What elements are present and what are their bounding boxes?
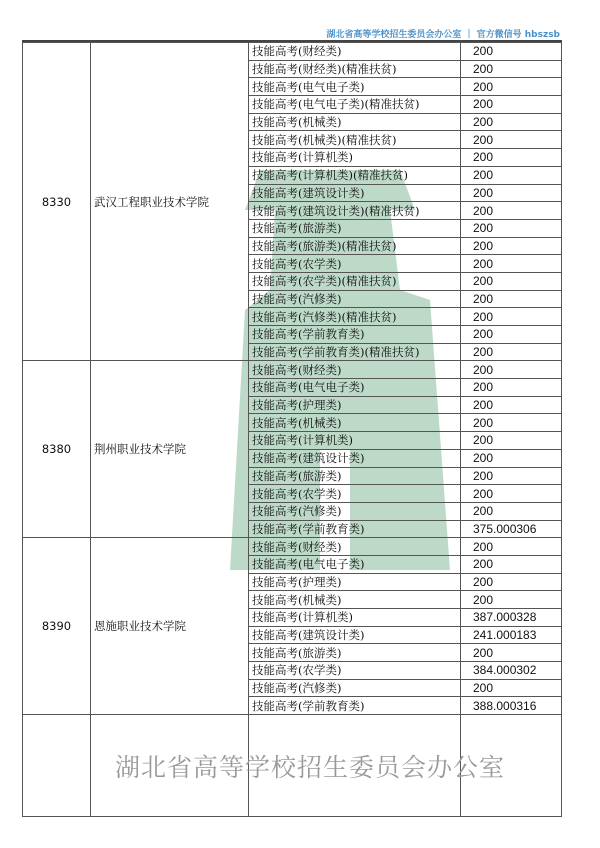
- watermark-text: 湖北省高等学校招生委员会办公室: [114, 753, 505, 782]
- score-cell: 241.000183: [461, 626, 562, 644]
- major-cell: 技能高考(财经类)(精准扶贫): [249, 60, 461, 78]
- score-cell: 200: [461, 361, 562, 379]
- major-cell: 技能高考(学前教育类): [249, 697, 461, 715]
- score-cell: 388.000316: [461, 697, 562, 715]
- major-cell: 技能高考(建筑设计类): [249, 449, 461, 467]
- major-cell: 技能高考(农学类): [249, 662, 461, 680]
- score-cell: 200: [461, 255, 562, 273]
- score-cell: 200: [461, 184, 562, 202]
- score-cell: 200: [461, 60, 562, 78]
- score-cell: 200: [461, 591, 562, 609]
- school-name: 恩施职业技术学院: [91, 538, 249, 715]
- score-cell: 200: [461, 96, 562, 114]
- score-cell: 384.000302: [461, 662, 562, 680]
- school-name: 荆州职业技术学院: [91, 361, 249, 538]
- major-cell: 技能高考(护理类): [249, 396, 461, 414]
- major-cell: 技能高考(电气电子类)(精准扶贫): [249, 96, 461, 114]
- score-cell: 200: [461, 449, 562, 467]
- score-cell: 200: [461, 679, 562, 697]
- score-cell: 200: [461, 555, 562, 573]
- major-cell: 技能高考(财经类): [249, 538, 461, 556]
- major-cell: 技能高考(旅游类): [249, 467, 461, 485]
- score-cell: 200: [461, 43, 562, 61]
- major-cell: 技能高考(汽修类): [249, 502, 461, 520]
- score-cell: 200: [461, 149, 562, 167]
- score-cell: 200: [461, 379, 562, 397]
- score-cell: 200: [461, 432, 562, 450]
- table-row: [23, 361, 562, 379]
- major-cell: 技能高考(机械类): [249, 591, 461, 609]
- major-cell: 技能高考(学前教育类)(精准扶贫): [249, 343, 461, 361]
- major-cell: 技能高考(旅游类): [249, 219, 461, 237]
- major-cell: 技能高考(财经类): [249, 361, 461, 379]
- major-cell: 技能高考(电气电子类): [249, 78, 461, 96]
- page-header: 湖北省高等学校招生委员会办公室 ｜ 官方微信号 hbszsb: [326, 30, 560, 40]
- major-cell: 技能高考(汽修类): [249, 290, 461, 308]
- table-row: [23, 43, 562, 61]
- major-cell: 技能高考(护理类): [249, 573, 461, 591]
- major-cell: 技能高考(建筑设计类)(精准扶贫): [249, 202, 461, 220]
- school-code: 8380: [23, 361, 91, 538]
- score-cell: 200: [461, 202, 562, 220]
- major-cell: 技能高考(电气电子类): [249, 379, 461, 397]
- major-cell: 技能高考(机械类)(精准扶贫): [249, 131, 461, 149]
- major-cell: 技能高考(学前教育类): [249, 520, 461, 538]
- major-cell: 技能高考(建筑设计类): [249, 184, 461, 202]
- major-cell: 技能高考(财经类): [249, 43, 461, 61]
- school-code: 8390: [23, 538, 91, 715]
- major-cell: 技能高考(计算机类): [249, 149, 461, 167]
- score-cell: 200: [461, 237, 562, 255]
- score-cell: 200: [461, 343, 562, 361]
- major-cell: 技能高考(汽修类)(精准扶贫): [249, 308, 461, 326]
- major-cell: 技能高考(建筑设计类): [249, 626, 461, 644]
- score-cell: 387.000328: [461, 609, 562, 627]
- major-cell: 技能高考(计算机类): [249, 432, 461, 450]
- major-cell: 技能高考(农学类)(精准扶贫): [249, 272, 461, 290]
- score-cell: 200: [461, 414, 562, 432]
- major-cell: 技能高考(电气电子类): [249, 555, 461, 573]
- major-cell: 技能高考(汽修类): [249, 679, 461, 697]
- school-name: 武汉工程职业技术学院: [91, 43, 249, 361]
- major-cell: 技能高考(学前教育类): [249, 326, 461, 344]
- score-cell: 200: [461, 326, 562, 344]
- major-cell: 技能高考(计算机类): [249, 609, 461, 627]
- table-row: [23, 538, 562, 556]
- admission-score-table: [22, 42, 562, 817]
- score-cell: 200: [461, 644, 562, 662]
- score-cell: 200: [461, 166, 562, 184]
- score-cell: 200: [461, 538, 562, 556]
- major-cell: 技能高考(机械类): [249, 113, 461, 131]
- score-cell: 200: [461, 308, 562, 326]
- school-code: 8330: [23, 43, 91, 361]
- score-cell: 200: [461, 485, 562, 503]
- score-cell: 200: [461, 272, 562, 290]
- score-cell: 200: [461, 396, 562, 414]
- major-cell: 技能高考(旅游类)(精准扶贫): [249, 237, 461, 255]
- major-cell: 技能高考(农学类): [249, 485, 461, 503]
- score-cell: 200: [461, 131, 562, 149]
- score-cell: 200: [461, 573, 562, 591]
- major-cell: 技能高考(旅游类): [249, 644, 461, 662]
- score-cell: 375.000306: [461, 520, 562, 538]
- score-cell: 200: [461, 502, 562, 520]
- score-cell: 200: [461, 467, 562, 485]
- major-cell: 技能高考(机械类): [249, 414, 461, 432]
- score-cell: 200: [461, 290, 562, 308]
- score-cell: 200: [461, 219, 562, 237]
- score-cell: 200: [461, 78, 562, 96]
- major-cell: 技能高考(农学类): [249, 255, 461, 273]
- score-cell: 200: [461, 113, 562, 131]
- major-cell: 技能高考(计算机类)(精准扶贫): [249, 166, 461, 184]
